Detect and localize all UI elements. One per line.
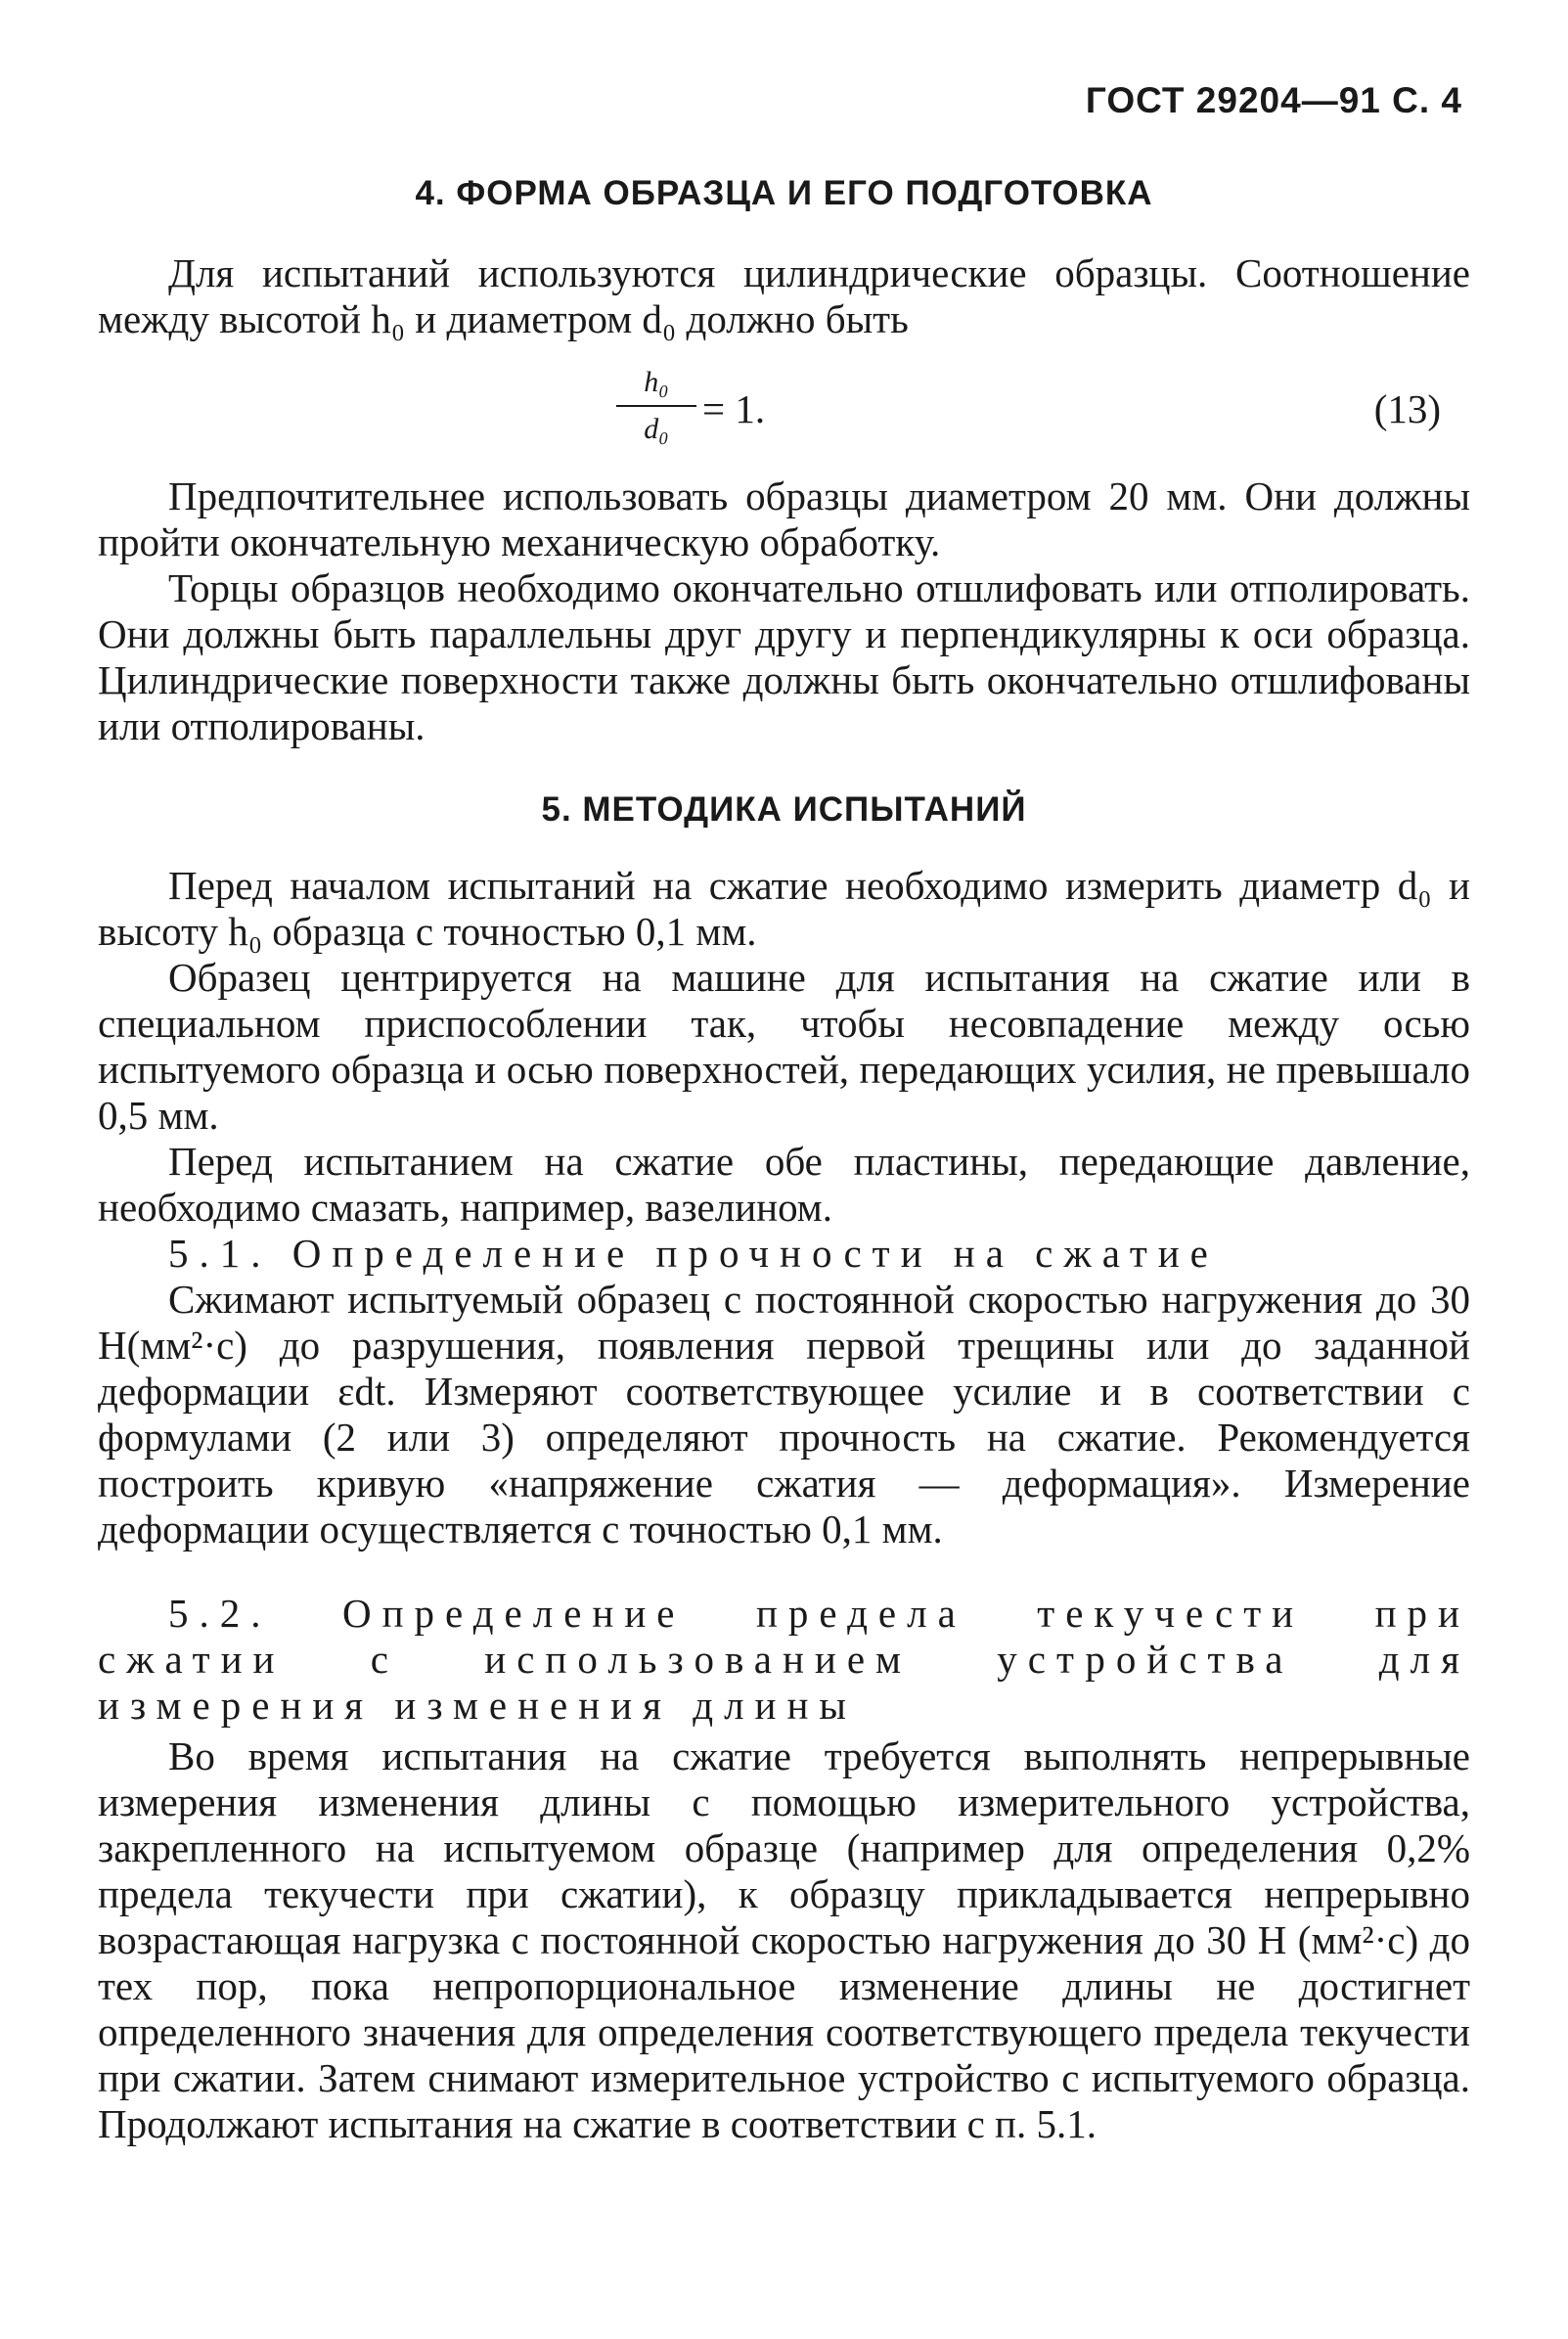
- section-4-title: 4. ФОРМА ОБРАЗЦА И ЕГО ПОДГОТОВКА: [415, 174, 1153, 212]
- fraction: [616, 366, 696, 446]
- page-header: ГОСТ 29204—91 С. 4: [1085, 80, 1462, 120]
- section-5-paragraph-2: Образец центрируется на машине для испытания на сжатие или в специальном приспособлении так, чтобы несовпадение между осью испытуемого образца и осью поверхностей, передающих усилия, не превышало 0,5 мм.: [98, 955, 1470, 1138]
- equation-number: (13): [1373, 386, 1441, 431]
- section-4-paragraph-1: Для испытаний используются цилиндрические образцы. Соотношение между высотой h₀ и диаметром d₀ должно быть: [98, 250, 1470, 341]
- fraction-denominator: d₀: [644, 413, 669, 445]
- section-4-paragraph-3: Торцы образцов необходимо окончательно отшлифовать или отполировать. Они должны быть параллельны друг другу и перпендикулярны к оси образца. Цилиндрические поверхности также должны быть окончательно отшлифованы или отполированы.: [98, 565, 1470, 748]
- formula-13: [616, 366, 910, 454]
- subsection-5-1-text: Сжимают испытуемый образец с постоянной скоростью нагружения до 30 Н(мм²·с) до разрушения, появления первой трещины или до заданной деформации εdt. Измеряют соответствующее усилие и в соответствии с формулами (2 или 3) определяют прочность на сжатие. Рекомендуется построить кривую «напряжение сжатия — деформация». Измерение деформации осуществляется с точностью 0,1 мм.: [98, 1277, 1470, 1552]
- section-4-paragraph-2: Предпочтительнее использовать образцы диаметром 20 мм. Они должны пройти окончательную механическую обработку.: [98, 473, 1470, 564]
- section-5-paragraph-3: Перед испытанием на сжатие обе пластины, передающие давление, необходимо смазать, например, вазелином.: [98, 1139, 1470, 1230]
- subsection-5-2-heading: 5.2. Определение предела текучести при сжатии с использованием устройства для измерения изменения длины: [98, 1591, 1470, 1728]
- subsection-5-2-text: Во время испытания на сжатие требуется выполнять непрерывные измерения изменения длины с помощью измерительного устройства, закрепленного на испытуемом образце (например для определения 0,2% предела текучести при сжатии), к образцу прикладывается непрерывно возрастающая нагрузка с постоянной скоростью нагружения до 30 Н (мм²·с) до тех пор, пока непропорциональное изменение длины не достигнет определенного значения для определения соответствующего предела текучести при сжатии. Затем снимают измерительное устройство с испытуемого образца. Продолжают испытания на сжатие в соответствии с п. 5.1.: [98, 1733, 1470, 2146]
- fraction-numerator: h₀: [644, 366, 669, 398]
- subsection-5-1-heading: 5.1. Определение прочности на сжатие: [168, 1231, 1219, 1276]
- fraction-bar: [616, 405, 696, 407]
- section-5-paragraph-1: Перед началом испытаний на сжатие необходимо измерить диаметр d₀ и высоту h₀ образца с точностью 0,1 мм.: [98, 863, 1470, 954]
- formula-rhs: = 1.: [702, 386, 766, 431]
- section-5-title: 5. МЕТОДИКА ИСПЫТАНИЙ: [541, 790, 1027, 829]
